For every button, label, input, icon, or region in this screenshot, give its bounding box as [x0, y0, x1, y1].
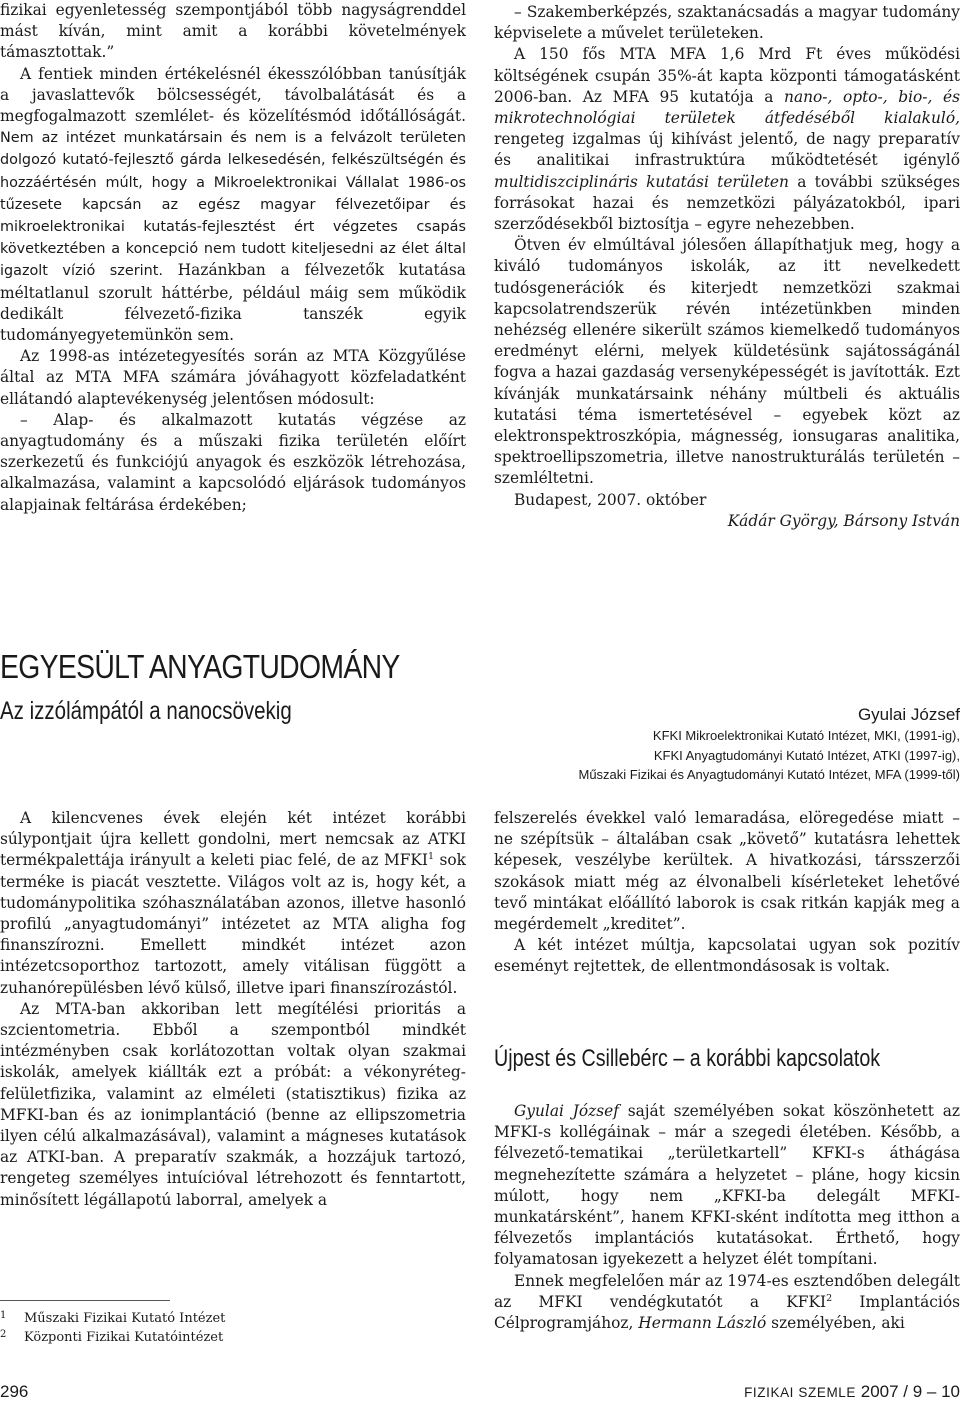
journal-footer [744, 1382, 960, 1402]
list-item: – Alap- és alkalmazott kutatás végzése az anyagtudomány és a műszaki fizika területén előírt szerkezetű és funkciójú anyagok és eszközök létrehozása, alkalmazása, valamint a kapcsolódó eljárások tudományos alapjainak feltárása érdekében; [0, 410, 466, 514]
footnote [0, 1309, 225, 1328]
top-right-column [494, 2, 960, 532]
text-run: Nem az intézet munkatársain és nem is a felvázolt területen dolgozó kutató-fejlesztő gárda lelkesedésén, felkészültségén és hozzáértésén múlt, hogy a Mikroelektronikai Vállalat 1986-os tűzesete kapcsán az egész magyar félvezetőipar és mikroelektronikai kutatás-fejlesztést ért végzetes csapás következtében a koncepció nem tudott kiteljesedni az élet által igazolt vízió szerint. [0, 130, 466, 280]
text-run: Hazánkban a félvezetők kutatása méltatlanul szorult háttérbe, például máig sem működik dedikált félvezető-fizika tanszék egyik tudományegyetemünkön sem. [0, 261, 466, 345]
article-subtitle: Az izzólámpától a nanocsövekig [0, 697, 292, 725]
text-run: A 150 fős MTA MFA 1,6 Mrd Ft éves működési költségének csupán 35%-át kapta központi támogatásként 2006-ban. Az MFA 95 kutatója a [494, 45, 960, 106]
author-block [578, 704, 960, 785]
text-run: A kilencvenes évek elején két intézet korábbi súlypontjait újra kellett gondolni, mert nemcsak az ATKI termékpalettája irányult a keleti piac felé, de az MFKI [0, 809, 466, 870]
text-run: A fentiek minden értékelésnél ékesszólóbban tanúsítják a javaslattevők bölcsességét, távolbalátását és a megfogalmazott szemlélet- és közelítésmód időtállóságát. [0, 64, 466, 126]
footnotes [0, 1309, 225, 1347]
footnote-number: 1 [0, 1310, 7, 1321]
affiliation: Műszaki Fizikai és Anyagtudományi Kutató Intézet, MFA (1999-től) [578, 767, 960, 782]
footnote-divider [0, 1300, 170, 1301]
journal-name: FIZIKAI SZEMLE [744, 1385, 856, 1400]
footnote [0, 1328, 225, 1347]
footnote-ref: 1 [428, 851, 435, 863]
footnote-text: Központi Fizikai Kutatóintézet [24, 1330, 224, 1345]
paragraph: Ötven év elmúltával jólesően állapíthatjuk meg, hogy a kiváló tudományos iskolák, az itt nevelkedett tudósgenerációk és kiterjedt nemzetközi szakmai kapcsolatrendszerük révén intézetünkben minden nehézség ellenére sikerült számos kiemelkedő tudományos eredményt elérni, melyek küldetésünk sajátosságánál fogva a hazai gazdaság versenyképességét is javították. Ezt kívánják munkatársaink néhány múltbeli és aktuális kutatási téma ismertetésével – egyebek közt az elektronspektroszkópia, mágnesség, ionsugaras analitika, spektroellipszometria, illetve nanostrukturálás területén – szemléltetni. [494, 236, 960, 488]
signature: Kádár György, Bársony István [727, 511, 960, 530]
top-left-column [0, 0, 466, 516]
italic-run: multidiszciplináris kutatási területen [494, 172, 789, 191]
affiliation: KFKI Mikroelektronikai Kutató Intézet, MKI, (1991-ig), [652, 728, 960, 743]
paragraph: Az 1998-as intézetegyesítés során az MTA Közgyűlése által az MTA MFA számára jóváhagyott közfeladatként ellátandó alaptevékenység jelentősen módosult: [0, 347, 466, 408]
bottom-right-column [494, 808, 960, 978]
paragraph [0, 64, 466, 347]
text-run: sok terméke is piacát vesztette. Világos volt az is, hogy két, a tudománypolitika szóhasználatában azonos, illetve hasonló profilú „anyagtudományi” intézetet az MTA aligha fog finanszírozni. Emellett mindkét intézet azon intézetcsoporthoz tartozott, amely vitálisan függött a zuhanórepülésben lévő külső, illetve ipari finanszírozástól. [0, 851, 466, 997]
paragraph: A két intézet múltja, kapcsolatai ugyan sok pozitív eseményt rejtettek, de ellentmondásosak is voltak. [494, 936, 960, 976]
paragraph [494, 1101, 960, 1271]
text-run: a további szükséges forrásokat hazai és nemzetközi pályázatokból, ipari szerződésekből biztosítja – egyre nehezebben. [494, 172, 960, 234]
author-name: Gyulai József [857, 705, 960, 724]
text-run: személyében, aki [771, 1314, 905, 1333]
italic-run: Gyulai József [514, 1102, 619, 1120]
footnote-ref: 2 [826, 1292, 833, 1304]
italic-run: Hermann László [638, 1314, 767, 1333]
date-line: Budapest, 2007. október [514, 490, 707, 509]
paragraph [494, 1271, 960, 1335]
footnote-number: 2 [0, 1329, 7, 1340]
paragraph [494, 44, 960, 235]
journal-issue: 2007 / 9 – 10 [860, 1382, 960, 1401]
paragraph [0, 808, 466, 999]
text-run: rengeteg izgalmas új kihívást jelentő, de nagy preparatív és analitikai infrastruktúra működtetését igénylő [494, 130, 960, 170]
article-title: EGYESÜLT ANYAGTUDOMÁNY [0, 648, 400, 685]
text-run: saját személyében sokat köszönhetett az MFKI-s kollégáinak – már a szegedi életében. Később, a félvezető-tematikai „területkartell” KFKI-s áthágása megnehezítette számára a helyzetet – pláne, hogy kicsin múlott, hogy nem „KFKI-ba delegált MFKI-munkatársként”, hanem KFKI-sként indította meg itthon a félvezetős implantációs kutatásokat. Érthető, hogy folyamatosan igyekezett a helyzet élét tompítani. [494, 1102, 960, 1269]
bottom-right-column-continued [494, 1101, 960, 1334]
footnote-text: Műszaki Fizikai Kutató Intézet [24, 1311, 226, 1326]
paragraph: Az MTA-ban akkoriban lett megítélési prioritás a szcientometria. Ebből a szempontból mindkét intézményben csak korlátozottan voltak olyan szakmai iskolák, amelyek kiállták ezt a próbát: a vékonyréteg-felületfizika, valamint az elméleti (statisztikus) fizika az MFKI-ban és az ionimplantáció (benne az ellipszometria ilyen célú alkalmazásával), valamint a mágneses kutatások az ATKI-ban. A preparatív szakmák, a hozzájuk tartozó, rengeteg személyes intuícióval létrehozott és fenntartott, minősített légállapotú laborral, amelyek a [0, 999, 466, 1209]
text-run: Ennek megfelelően már az 1974-es esztendőben delegált az MFKI vendégkutatót a KFKI [494, 1271, 960, 1311]
text-run: Implantációs Célprogramjához, [494, 1292, 960, 1333]
italic-run: nano-, opto-, bio-, és mikrotechnológiai területek átfedéséből kialakuló, [494, 87, 960, 128]
bottom-left-column [0, 808, 466, 1211]
page-number: 296 [0, 1382, 29, 1401]
paragraph: felszerelés évekkel való lemaradása, elöregedése miatt – ne szépítsük – általában csak „követő” kutatásra lehettek képesek, veszélybe kerültek. A hivatkozási, társszerzői szokások miatt még az élvonalbeli kísérleteket lehetővé tevő mintákat előállító laborok is csak ritkán kapják meg a megérdemelt „kreditet”. [494, 809, 960, 934]
affiliation: KFKI Anyagtudományi Kutató Intézet, ATKI (1997-ig), [653, 747, 960, 763]
list-item: – Szakemberképzés, szaktanácsadás a magyar tudomány képviselete a művelet területeken. [494, 3, 960, 43]
paragraph: fizikai egyenletesség szempontjából több nagyságrenddel mást kíván, mint amit a korábbi követelmények támasztottak.” [0, 1, 466, 62]
section-heading: Újpest és Csillebérc – a korábbi kapcsolatok [494, 1045, 881, 1072]
